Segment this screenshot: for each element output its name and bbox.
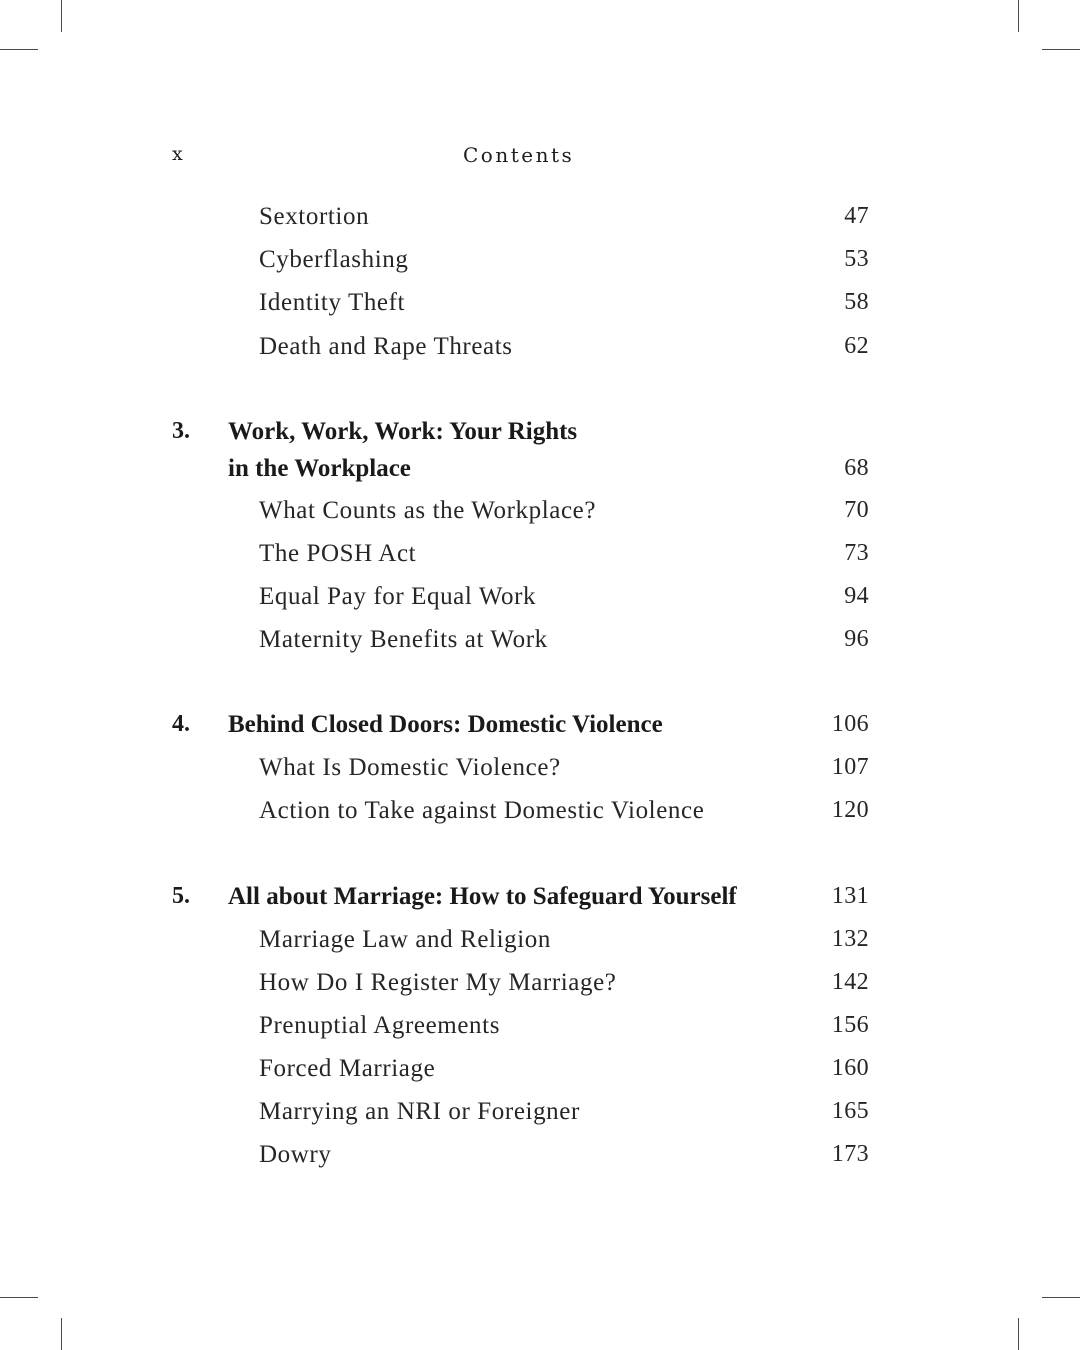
toc-entry-page: 142 xyxy=(831,969,869,995)
toc-entry-title: Identity Theft xyxy=(259,289,406,316)
toc-entry-page: 165 xyxy=(831,1098,869,1124)
toc-entry[interactable] xyxy=(0,754,1080,786)
toc-entry-page: 47 xyxy=(844,203,869,229)
crop-mark-bottom-left-horizontal xyxy=(0,1297,38,1298)
toc-entry-page: 160 xyxy=(831,1055,869,1081)
toc-entry-title: Sextortion xyxy=(259,203,370,230)
chapter-page: 68 xyxy=(844,455,869,481)
chapter-number: 3. xyxy=(172,418,190,444)
toc-chapter[interactable] xyxy=(0,883,1080,915)
toc-entry[interactable] xyxy=(0,246,1080,278)
toc-entry[interactable] xyxy=(0,626,1080,658)
toc-entry-page: 96 xyxy=(844,626,869,652)
crop-mark-top-left-vertical xyxy=(61,0,62,32)
crop-mark-bottom-right-vertical xyxy=(1018,1318,1019,1350)
chapter-title: Work, Work, Work: Your Rights xyxy=(228,418,578,445)
toc-entry[interactable] xyxy=(0,969,1080,1001)
crop-mark-bottom-right-horizontal xyxy=(1042,1297,1080,1298)
crop-mark-top-right-vertical xyxy=(1018,0,1019,32)
toc-entry[interactable] xyxy=(0,797,1080,829)
toc-entry-page: 156 xyxy=(831,1012,869,1038)
toc-entry[interactable] xyxy=(0,540,1080,572)
toc-entry[interactable] xyxy=(0,1012,1080,1044)
toc-entry-title: Forced Marriage xyxy=(259,1055,436,1082)
chapter-page: 106 xyxy=(831,711,869,737)
toc-entry-title: Equal Pay for Equal Work xyxy=(259,583,537,610)
running-head: Contents xyxy=(463,143,575,167)
toc-chapter[interactable] xyxy=(0,711,1080,743)
toc-entry-page: 62 xyxy=(844,333,869,359)
toc-entry-page: 73 xyxy=(844,540,869,566)
toc-entry-title: Dowry xyxy=(259,1141,332,1168)
toc-entry-title: Death and Rape Threats xyxy=(259,333,513,360)
toc-entry[interactable] xyxy=(0,289,1080,321)
chapter-title: Behind Closed Doors: Domestic Violence xyxy=(228,711,663,738)
toc-entry-title: What Is Domestic Violence? xyxy=(259,754,561,781)
toc-entry-title: Marriage Law and Religion xyxy=(259,926,551,953)
toc-entry-title: Maternity Benefits at Work xyxy=(259,626,548,653)
toc-entry-title: Cyberflashing xyxy=(259,246,409,273)
toc-entry-page: 173 xyxy=(831,1141,869,1167)
toc-entry-page: 70 xyxy=(844,497,869,523)
toc-entry[interactable] xyxy=(0,583,1080,615)
toc-entry[interactable] xyxy=(0,1055,1080,1087)
chapter-title: All about Marriage: How to Safeguard Yourself xyxy=(228,883,737,910)
page-header xyxy=(0,143,1080,169)
toc-entry[interactable] xyxy=(0,333,1080,365)
toc-entry-page: 53 xyxy=(844,246,869,272)
toc-entry-page: 107 xyxy=(831,754,869,780)
toc-entry[interactable] xyxy=(0,497,1080,529)
crop-mark-top-left-horizontal xyxy=(0,49,38,50)
toc-chapter[interactable] xyxy=(0,418,1080,482)
toc-entry-page: 94 xyxy=(844,583,869,609)
toc-entry-page: 132 xyxy=(831,926,869,952)
toc-entry-title: How Do I Register My Marriage? xyxy=(259,969,617,996)
toc-entry[interactable] xyxy=(0,1098,1080,1130)
toc-entry-page: 58 xyxy=(844,289,869,315)
toc-entry-title: Action to Take against Domestic Violence xyxy=(259,797,705,824)
chapter-title-continued: in the Workplace xyxy=(228,455,411,482)
crop-mark-bottom-left-vertical xyxy=(61,1318,62,1350)
toc-entry-title: What Counts as the Workplace? xyxy=(259,497,597,524)
toc-entry[interactable] xyxy=(0,1141,1080,1173)
toc-entry-title: The POSH Act xyxy=(259,540,417,567)
toc-entry[interactable] xyxy=(0,203,1080,235)
toc-entry-title: Prenuptial Agreements xyxy=(259,1012,501,1039)
toc-entry-page: 120 xyxy=(831,797,869,823)
chapter-page: 131 xyxy=(831,883,869,909)
toc-entry-title: Marrying an NRI or Foreigner xyxy=(259,1098,580,1125)
chapter-number: 4. xyxy=(172,711,190,737)
chapter-number: 5. xyxy=(172,883,190,909)
crop-mark-top-right-horizontal xyxy=(1042,49,1080,50)
page-number: x xyxy=(172,143,183,165)
toc-entry[interactable] xyxy=(0,926,1080,958)
